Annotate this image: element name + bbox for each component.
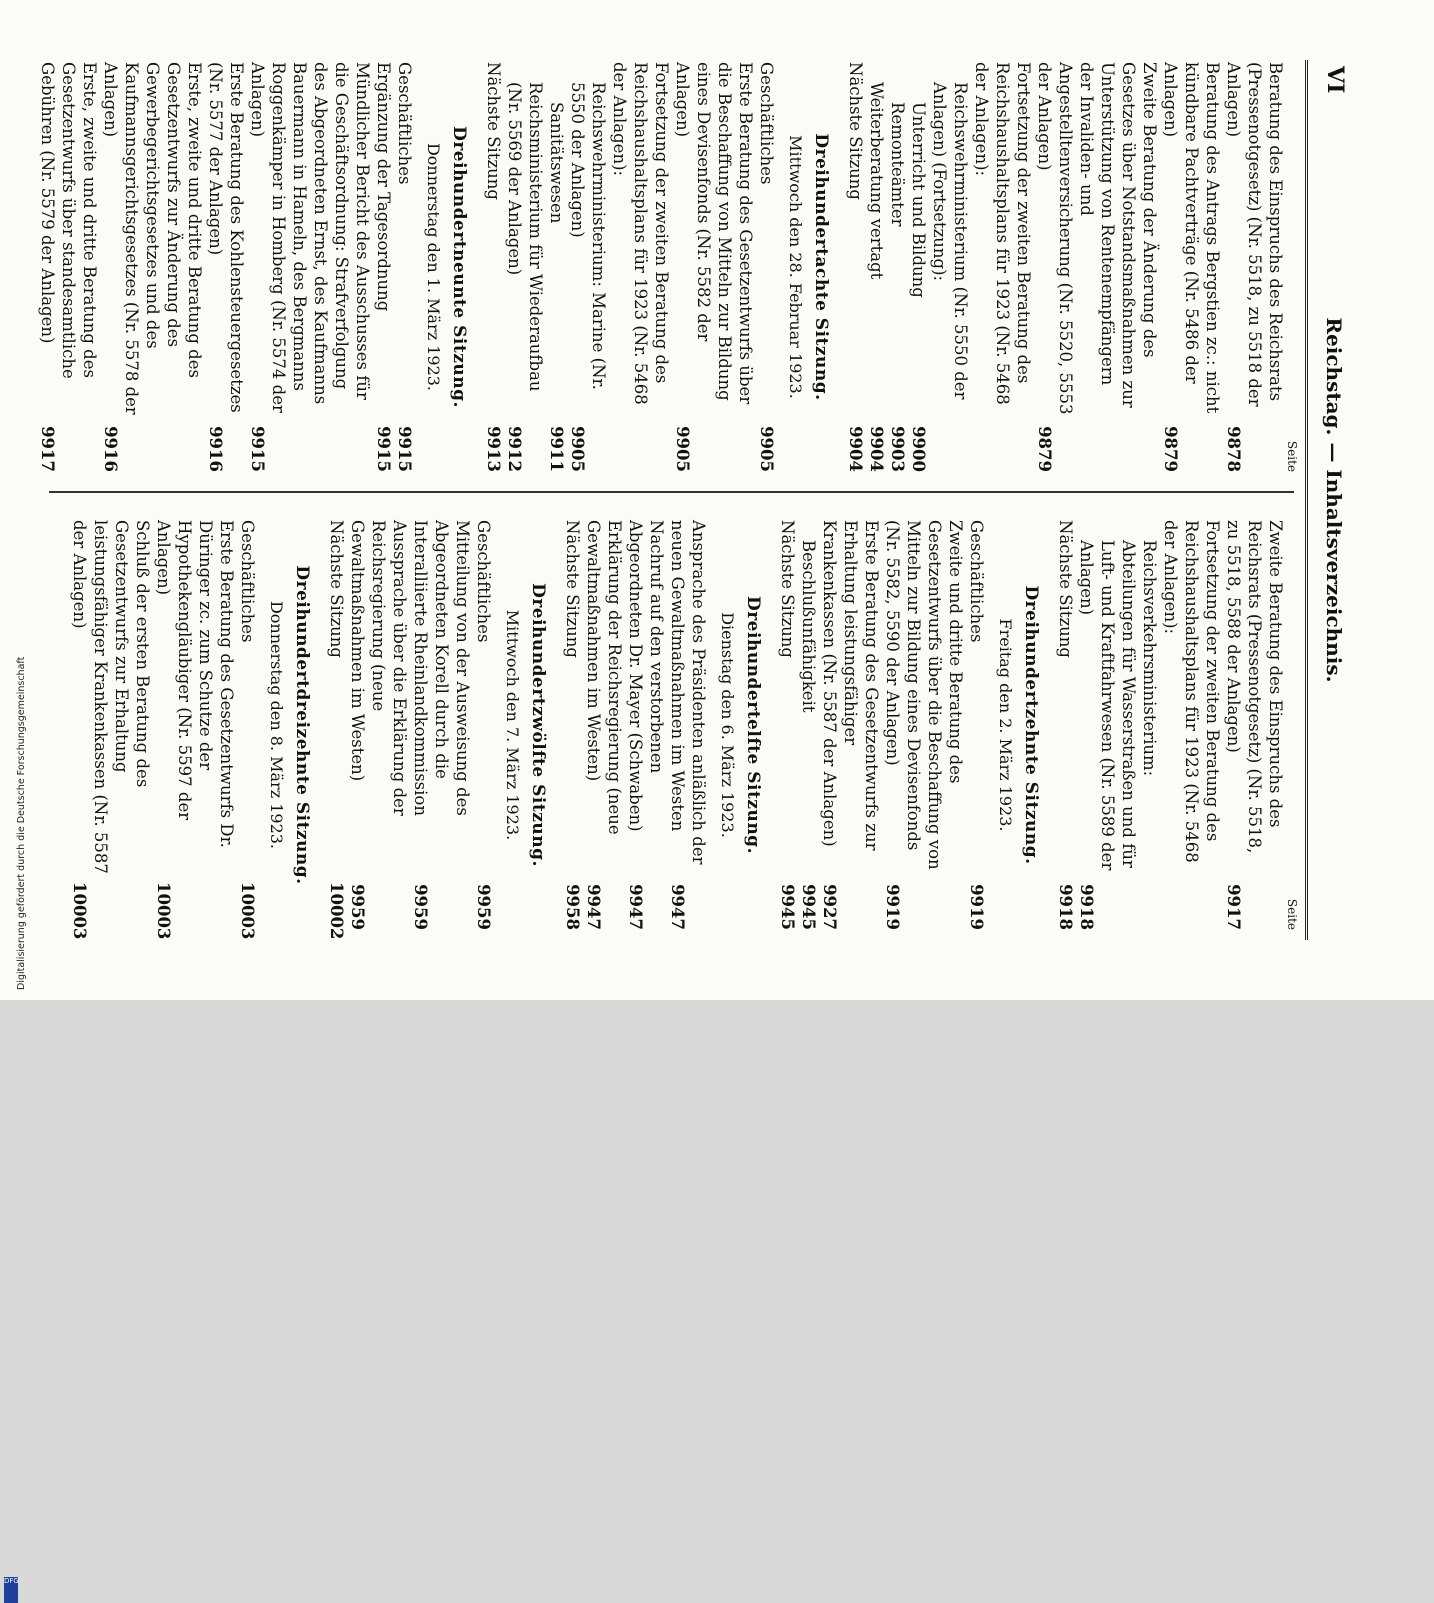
toc-page-number: 9945: [799, 884, 818, 930]
session-date: Donnerstag den 1. März 1923.: [424, 142, 443, 392]
toc-entry-text: Fortsetzung der zweiten Beratung des Reichshaushaltsplans für 1923 (Nr. 5468 der Anlagen):: [1161, 520, 1222, 863]
page-number-roman: VI: [1322, 66, 1348, 94]
session-heading: Dreihundertzehnte Sitzung.: [1021, 585, 1041, 865]
toc-entry: [908, 102, 929, 472]
toc-entry: [410, 520, 473, 930]
digitization-note: Digitalisierung gefördert durch die Deutsche Forschungsgemeinschaft: [16, 656, 27, 990]
toc-page-number: 9904: [867, 426, 886, 472]
session-date: Mittwoch den 28. Februar 1923.: [786, 135, 805, 399]
toc-page-number: 9905: [757, 426, 776, 472]
toc-page-number: 9904: [846, 426, 865, 472]
toc-entry: [567, 82, 609, 472]
toc-page-number: 9947: [626, 884, 645, 930]
toc-entry: [1034, 62, 1160, 472]
page-title: Reichstag. — Inhaltsverzeichnis.: [1322, 317, 1346, 683]
toc-entry-text: Nächste Sitzung: [563, 520, 582, 658]
toc-entry-text: Beratung des Antrags Bergstien zc.: nicht kündbare Pachtverträge (Nr. 5486 der Anlagen): [1161, 62, 1222, 414]
toc-entry-text: Unterricht und Bildung: [909, 102, 928, 298]
toc-entry-text: Zweite und dritte Beratung des Gesetzentwurfs über die Beschaffung von Mitteln zur Bildung eines Devisenfonds (Nr. 5582, 5590 der Anlagen): [883, 520, 965, 870]
toc-page-number: 10003: [154, 882, 173, 940]
toc-page-number: 9947: [584, 884, 603, 930]
toc-entry-text: Beschlußunfähigkeit: [799, 540, 818, 713]
toc-entry: [929, 82, 971, 472]
toc-entry: [69, 520, 153, 940]
toc-page-number: 9917: [38, 426, 57, 472]
toc-page-number: 9919: [967, 884, 986, 930]
toc-entry: [1160, 62, 1223, 472]
toc-entry: [205, 62, 247, 472]
toc-entry-text: Nächste Sitzung: [327, 520, 346, 658]
toc-entry-text: Beratung des Einspruchs des Reichsrats (Pressenotgesetz) (Nr. 5518, zu 5518 der Anlagen): [1224, 62, 1285, 407]
toc-page-number: 9900: [909, 426, 928, 472]
toc-entry-text: Erste Beratung des Gesetzentwurfs zur Erhaltung leistungsfähiger Krankenkassen (Nr. 5587 der Anlagen): [820, 520, 881, 851]
toc-entry-text: Remonteämter: [888, 102, 907, 227]
toc-entry-text: Nachruf auf den verstorbenen Abgeordneten Dr. Mayer (Schwaben): [626, 520, 666, 832]
session-heading: Dreihundertneunte Sitzung.: [449, 126, 469, 408]
toc-entry: [845, 62, 866, 472]
toc-entry: [583, 520, 625, 930]
toc-entry-text: Fortsetzung der zweiten Beratung des Reichshaushaltsplans für 1923 (Nr. 5468 der Anlagen):: [972, 62, 1033, 405]
toc-page-number: 9945: [778, 884, 797, 930]
toc-entry: [347, 520, 410, 930]
toc-page-number: 9913: [484, 426, 503, 472]
toc-entry: [373, 62, 394, 472]
session-heading: Dreihundertdreizehnte Sitzung.: [292, 565, 312, 885]
toc-page-number: 9903: [888, 426, 907, 472]
toc-entry: [882, 520, 966, 930]
toc-entry: [609, 62, 672, 472]
toc-entry-text: Nächste Sitzung: [846, 62, 865, 200]
left-column: [37, 62, 1302, 472]
toc-entry: [1223, 520, 1286, 930]
page-header: [1305, 60, 1356, 940]
toc-page-number: 9959: [348, 884, 367, 930]
toc-page-number: 9912: [505, 426, 524, 472]
toc-entry: [756, 62, 777, 472]
toc-entry-text: Reichswehrministerium: Marine (Nr. 5550 der Anlagen): [568, 82, 608, 390]
toc-entry-text: Ansprache des Präsidenten anläßlich der neuen Gewaltmaßnahmen im Westen: [668, 520, 708, 865]
column-divider: [49, 491, 1294, 493]
toc-entry-text: Erste Beratung des Kohlensteuergesetzes (Nr. 5577 der Anlagen): [206, 62, 246, 413]
toc-entry-text: Nächste Sitzung: [778, 520, 797, 658]
toc-page-number: 9915: [248, 426, 267, 472]
toc-page-number: 9911: [547, 426, 566, 472]
toc-entry: [153, 520, 237, 940]
toc-entry: [819, 520, 882, 930]
toc-page-number: 9915: [374, 426, 393, 472]
seite-label-left: Seite: [1285, 440, 1299, 472]
toc-entry-text: Erklärung der Reichsregierung (neue Gewaltmaßnahmen im Westen): [584, 520, 624, 835]
toc-entry-text: Nächste Sitzung: [484, 62, 503, 200]
toc-entry: [562, 520, 583, 930]
toc-page-number: 9959: [411, 884, 430, 930]
toc-entry: [1076, 540, 1160, 930]
toc-page-number: 9915: [395, 426, 414, 472]
toc-entry-text: Erste Beratung des Gesetzentwurfs über die Beschaffung von Mitteln zur Bildung eines Devisenfonds (Nr. 5582 der Anlagen): [673, 62, 755, 405]
toc-page-number: 9958: [563, 884, 582, 930]
toc-entry: [1223, 62, 1286, 472]
toc-page-number: 9918: [1077, 884, 1096, 930]
session-date: Donnerstag den 8. März 1923.: [267, 600, 286, 850]
toc-entry-text: Reichsministerium für Wiederaufbau (Nr. 5569 der Anlagen): [505, 82, 545, 392]
toc-entry: [247, 62, 373, 472]
toc-page-number: 9927: [820, 884, 839, 930]
dfg-logo-text: DFG: [4, 1577, 18, 1603]
toc-entry: [887, 102, 908, 472]
toc-entry-text: Mündlicher Bericht des Ausschusses für die Geschäftsordnung: Strafverfolgung des Abgeordneten Ernst, des Kaufmanns Bauermann in Hameln, des Bergmanns Roggenkämper in Homberg (Nr. 5574 der Anlagen): [248, 62, 372, 413]
toc-entry-text: Geschäftliches: [757, 62, 776, 185]
toc-entry-text: Weiterberatung vertagt: [867, 82, 886, 280]
toc-entry-text: Schluß der ersten Beratung des Gesetzentwurfs zur Erhaltung leistungsfähiger Krankenkassen (Nr. 5587 der Anlagen): [70, 520, 152, 874]
toc-page-number: 10003: [238, 882, 257, 940]
toc-entry: [326, 520, 347, 940]
toc-page-number: 10003: [70, 882, 89, 940]
toc-entry-text: Nächste Sitzung: [1056, 520, 1075, 658]
toc-entry: [777, 520, 798, 930]
toc-page-number: 9917: [1224, 884, 1243, 930]
toc-entry-text: Geschäftliches: [395, 62, 414, 185]
toc-page-number: 9879: [1161, 426, 1180, 472]
toc-entry-text: Mitteilung von der Ausweisung des Abgeordneten Korell durch die Interalliierte Rheinlandkommission: [411, 520, 472, 816]
toc-entry-text: Sanitätswesen: [547, 102, 566, 224]
toc-entry-text: Ergänzung der Tagesordnung: [374, 62, 393, 312]
toc-entry: [625, 520, 667, 930]
right-column: [69, 520, 1302, 940]
toc-entry-text: Zweite Beratung der Änderung des Gesetzes über Notstandsmaßnahmen zur Unterstützung von Rentenempfängern der Invaliden- und Angestelltenversicherung (Nr. 5520, 5553 der Anlagen): [1035, 62, 1159, 415]
toc-entry: [971, 62, 1034, 472]
toc-entry: [100, 62, 205, 472]
toc-entry: [966, 520, 987, 930]
toc-entry-text: Reichsverkehrsministerium: Abteilungen für Wasserstraßen und für Luft- und Kraftfahrwesen (Nr. 5589 der Anlagen): [1077, 540, 1159, 871]
toc-page-number: 9905: [673, 426, 692, 472]
toc-entry: [866, 82, 887, 472]
toc-entry-text: Geschäftliches: [238, 520, 257, 643]
toc-page-number: 9879: [1035, 426, 1054, 472]
toc-page-number: 9905: [568, 426, 587, 472]
toc-entry: [1160, 520, 1223, 930]
digitization-footer: [2, 600, 27, 1585]
toc-entry-text: Erste Beratung des Gesetzentwurfs Dr. Düringer zc. zum Schutze der Hypothekengläubiger (Nr. 5597 der Anlagen): [154, 520, 236, 848]
toc-entry-text: Geschäftliches: [474, 520, 493, 643]
session-date: Mittwoch den 7. März 1923.: [503, 609, 522, 841]
toc-entry-text: Reichswehrministerium (Nr. 5550 der Anlagen) (Fortsetzung):: [930, 82, 970, 400]
dfg-logo: [4, 1568, 18, 1603]
toc-entry-text: Erste, zweite und dritte Beratung des Gesetzentwurfs über standesamtliche Gebühren (Nr. 5579 der Anlagen): [38, 62, 99, 379]
toc-entry: [473, 520, 494, 930]
toc-entry-text: Zweite Beratung des Einspruchs des Reichsrats (Pressenotgesetz) (Nr. 5518, zu 5518, 5588 der Anlagen): [1224, 520, 1285, 854]
toc-page-number: 9878: [1224, 426, 1243, 472]
seite-label-right: Seite: [1285, 898, 1299, 930]
toc-page-number: 9947: [668, 884, 687, 930]
toc-entry: [504, 82, 546, 472]
toc-entry-text: Geschäftliches: [967, 520, 986, 643]
toc-entry: [672, 62, 756, 472]
toc-page-number: 9919: [883, 884, 902, 930]
session-heading: Dreihundertelfte Sitzung.: [743, 595, 763, 854]
toc-page-number: 10002: [327, 882, 346, 940]
toc-entry: [798, 540, 819, 930]
toc-entry: [394, 62, 415, 472]
toc-entry: [1055, 520, 1076, 930]
toc-page-number: 9916: [101, 426, 120, 472]
toc-entry: [546, 102, 567, 472]
toc-entry-text: Aussprache über die Erklärung der Reichsregierung (neue Gewaltmaßnahmen im Westen): [348, 520, 409, 816]
session-heading: Dreihundertzwölfte Sitzung.: [528, 583, 548, 867]
session-date: Dienstag den 6. März 1923.: [718, 612, 737, 838]
toc-page-number: 9918: [1056, 884, 1075, 930]
toc-entry: [483, 62, 504, 472]
toc-entry-text: Erste, zweite und dritte Beratung des Gesetzentwurfs zur Änderung des Gewerbegerichtsgesetzes und des Kaufmannsgerichtsgesetzes (Nr. 5578 der Anlagen): [101, 62, 204, 415]
toc-page-number: 9959: [474, 884, 493, 930]
toc-entry: [37, 62, 100, 472]
session-heading: Dreihundertachte Sitzung.: [811, 133, 831, 401]
toc-entry-text: Fortsetzung der zweiten Beratung des Reichshaushaltsplans für 1923 (Nr. 5468 der Anlagen):: [610, 62, 671, 405]
session-date: Freitag den 2. März 1923.: [996, 618, 1015, 832]
toc-entry: [667, 520, 709, 930]
toc-page-number: 9916: [206, 426, 225, 472]
toc-entry: [237, 520, 258, 940]
